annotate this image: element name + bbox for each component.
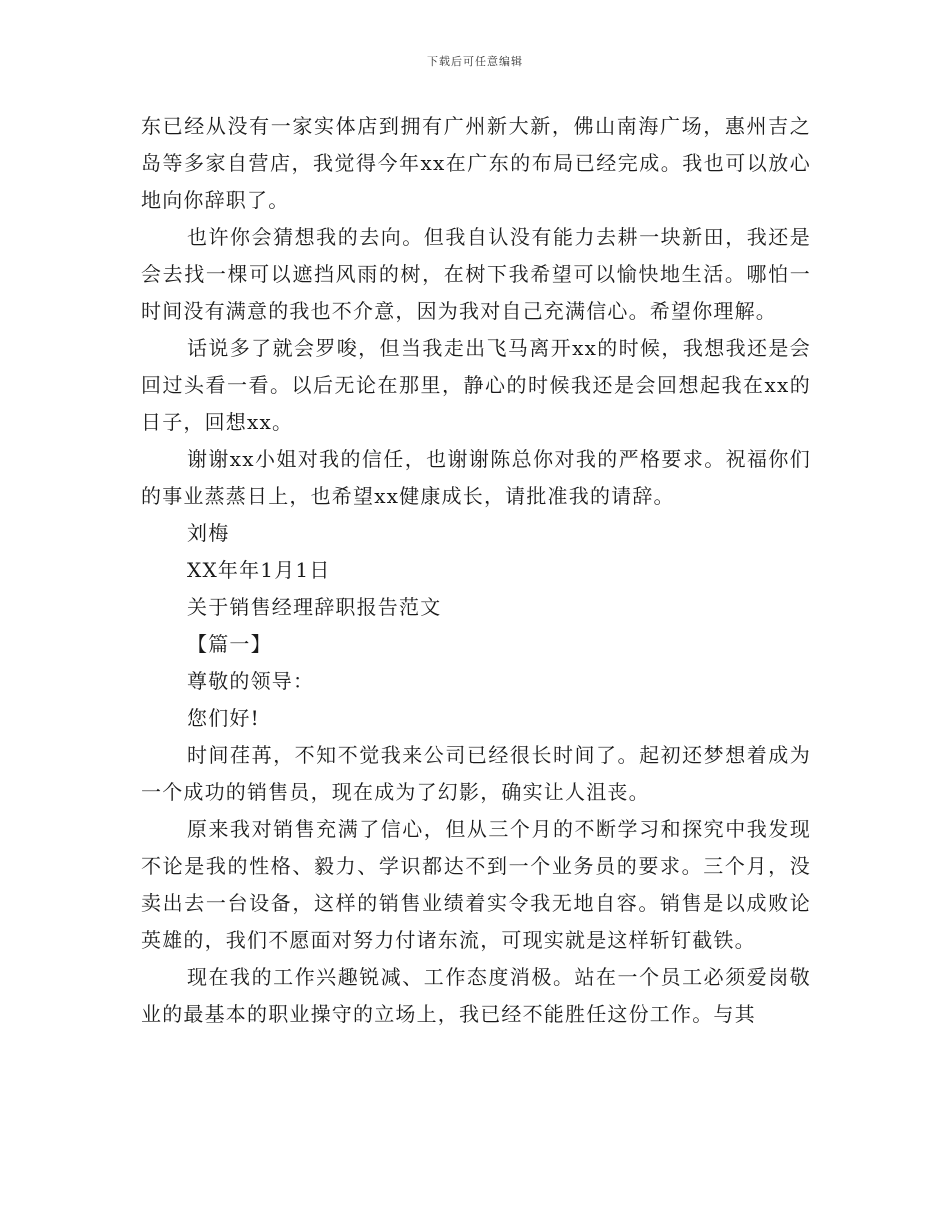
signature-date: XX年年1月1日 [187,558,331,582]
paragraph: 时间荏苒，不知不觉我来公司已经很长时间了。起初还梦想着成为一个成功的销售员，现在成为了幻影，确实让人沮丧。 [141,743,811,804]
paragraph: 现在我的工作兴趣锐减、工作态度消极。站在一个员工必须爱岗敬业的最基本的职业操守的立场上，我已经不能胜任这份工作。与其 [141,965,811,1026]
section-title: 关于销售经理辞职报告范文 [187,595,442,619]
page-header: 下载后可任意编辑 [427,55,523,68]
document-body [141,108,811,1033]
salutation: 尊敬的领导： [187,669,315,693]
paragraph-continuation: 东已经从没有一家实体店到拥有广州新大新，佛山南海广场，惠州吉之岛等多家自营店，我觉得今年xx在广东的布局已经完成。我也可以放心地向你辞职了。 [141,114,811,212]
paragraph: 也许你会猜想我的去向。但我自认没有能力去耕一块新田，我还是会去找一棵可以遮挡风雨的树，在树下我希望可以愉快地生活。哪怕一时间没有满意的我也不介意，因为我对自己充满信心。希望你理解。 [141,225,811,323]
paragraph: 谢谢xx小姐对我的信任，也谢谢陈总你对我的严格要求。祝福你们的事业蒸蒸日上，也希望xx健康成长，请批准我的请辞。 [141,447,811,508]
paragraph: 原来我对销售充满了信心，但从三个月的不断学习和探究中我发现不论是我的性格、毅力、学识都达不到一个业务员的要求。三个月，没卖出去一台设备，这样的销售业绩着实令我无地自容。销售是以成败论英雄的，我们不愿面对努力付诸东流，可现实就是这样斩钉截铁。 [141,817,811,952]
signature-name: 刘梅 [187,521,230,545]
section-label: 【篇一】 [187,632,272,656]
paragraph: 话说多了就会罗唆，但当我走出飞马离开xx的时候，我想我还是会回过头看一看。以后无论在那里，静心的时候我还是会回想起我在xx的日子，回想xx。 [141,336,811,434]
greeting: 您们好! [187,706,260,730]
